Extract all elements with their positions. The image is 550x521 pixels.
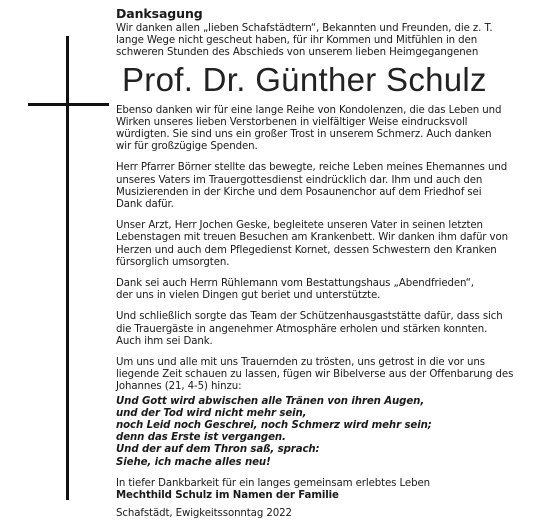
closing-block	[116, 478, 542, 521]
bible-intro-paragraph	[116, 357, 542, 394]
verse-line: denn das Erste ist vergangen.	[116, 432, 286, 444]
text-line: fürsorglich umsorgten.	[116, 256, 230, 268]
text-line: Dank dafür.	[116, 199, 174, 211]
text-line: Ebenso danken wir für eine lange Reihe von Kondolenzen, die das Leben und	[116, 104, 502, 116]
text-line: Unser Arzt, Herr Jochen Geske, begleitete unseren Vater in seinen letzten	[116, 220, 483, 232]
text-line: würdigten. Sie sind uns ein großer Trost in unserem Schmerz. Auch danken	[116, 129, 492, 141]
intro-paragraph	[116, 23, 542, 60]
notice-heading: Danksagung	[116, 6, 203, 21]
thanks-funeral-home-paragraph	[116, 278, 542, 302]
thanks-doctor-paragraph	[116, 220, 542, 269]
obituary-notice	[116, 6, 542, 521]
closing-gratitude: In tiefer Dankbarkeit für ein langes gemeinsam erlebtes Leben	[116, 477, 430, 489]
verse-line: und der Tod wird nicht mehr sein,	[116, 407, 307, 419]
text-line: Herzen und auch dem Pflegedienst Kornet, dessen Schwestern den Kranken	[116, 244, 497, 256]
verse-line: noch Leid noch Geschrei, noch Schmerz wird mehr sein;	[116, 420, 432, 432]
text-line: Auch ihm sei Dank.	[116, 335, 213, 347]
text-line: Um uns und alle mit uns Trauernden zu trösten, uns getrost in die vor uns	[116, 357, 485, 369]
text-line: liegende Zeit schauen zu lassen, fügen wir Bibelverse aus der Offenbarung des	[116, 369, 514, 381]
bible-verse	[116, 396, 542, 469]
thanks-pastor-paragraph	[116, 162, 542, 211]
text-line: Und schließlich sorgte das Team der Schützenhausgaststätte dafür, dass sich	[116, 311, 503, 323]
text-line: unseres Vaters im Trauergottesdienst eindrücklich dar. Ihm und auch den	[116, 174, 483, 186]
closing-signer: Mechthild Schulz im Namen der Familie	[116, 490, 339, 502]
text-line: Wirken unseres lieben Verstorbenen in vielfältiger Weise eindrucksvoll	[116, 116, 468, 128]
verse-line: Und der auf dem Thron saß, sprach:	[116, 444, 320, 456]
memorial-cross-horizontal	[28, 103, 109, 106]
thanks-condolences-paragraph	[116, 105, 542, 154]
verse-line: Siehe, ich mache alles neu!	[116, 456, 271, 468]
text-line: die Trauergäste in angenehmer Atmosphäre erholen und stärken konnten.	[116, 323, 488, 335]
closing-place-date: Schafstädt, Ewigkeitssonntag 2022	[116, 508, 292, 520]
intro-line: schweren Stunden des Abschieds von unserem lieben Heimgegangenen	[116, 47, 479, 59]
deceased-name: Prof. Dr. Günther Schulz	[122, 60, 487, 98]
text-line: Dank sei auch Herrn Rühlemann vom Bestattungshaus „Abendfrieden“,	[116, 278, 474, 290]
intro-line: lange Wege nicht gescheut haben, für ihr Kommen und Mitfühlen in den	[116, 35, 478, 47]
text-line: Johannes (21, 4-5) hinzu:	[116, 381, 242, 393]
intro-line: Wir danken allen „lieben Schafstädtern“, Bekannten und Freunden, die z. T.	[116, 23, 493, 34]
thanks-restaurant-paragraph	[116, 311, 542, 348]
text-line: Lebenstagen mit treuen Besuchen am Krankenbett. Wir danken ihm dafür von	[116, 232, 508, 244]
text-line: der uns in vielen Dingen gut beriet und unterstützte.	[116, 290, 381, 302]
text-line: wir für großzügige Spenden.	[116, 141, 258, 153]
text-line: Herr Pfarrer Börner stellte das bewegte, reiche Leben meines Ehemannes und	[116, 162, 508, 174]
text-line: Musizierenden in der Kirche und dem Posaunenchor auf dem Friedhof sei	[116, 186, 482, 198]
verse-line: Und Gott wird abwischen alle Tränen von ihren Augen,	[116, 395, 425, 407]
